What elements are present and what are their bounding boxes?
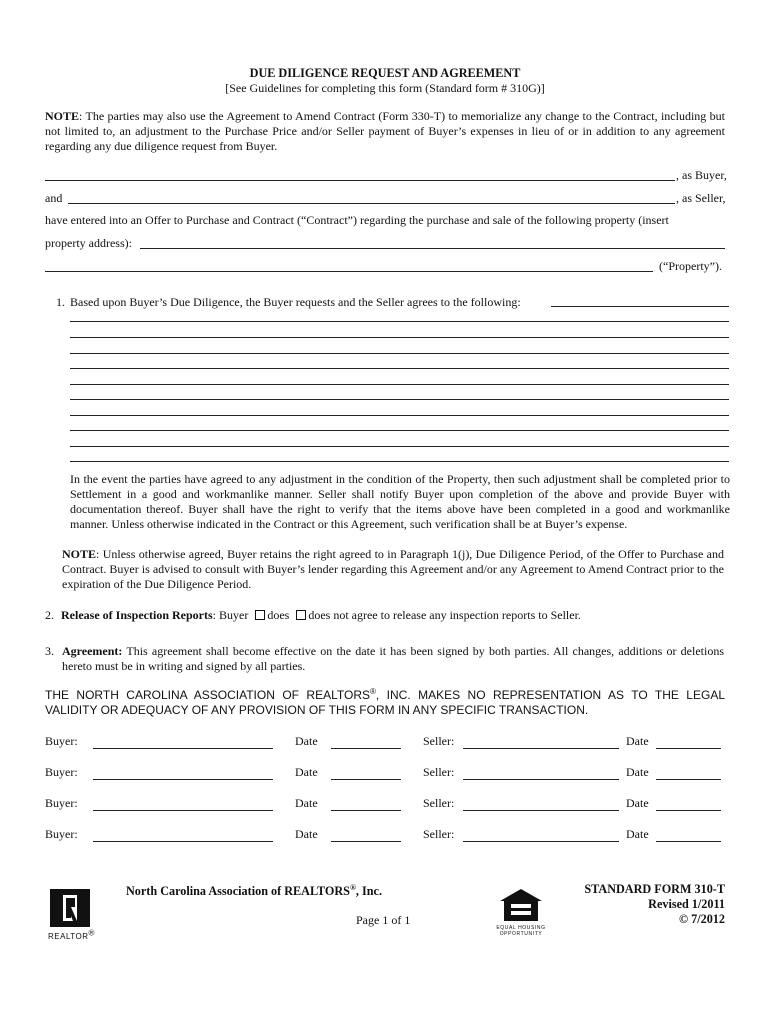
request-field-2[interactable] xyxy=(70,336,729,338)
seller-signature-field-4[interactable] xyxy=(463,840,619,842)
seller-date-label-1: Date xyxy=(626,734,649,748)
item-1-number: 1. xyxy=(56,295,65,309)
page-number: Page 1 of 1 xyxy=(356,913,411,927)
property-address-field-1[interactable] xyxy=(140,247,725,249)
note-2-label: NOTE xyxy=(62,547,97,561)
buyer-signature-field-1[interactable] xyxy=(93,747,273,749)
seller-label-1: Seller: xyxy=(423,734,455,748)
item-2-text: : Buyer xyxy=(212,608,249,622)
form-number: STANDARD FORM 310-T xyxy=(584,882,725,896)
note-paragraph-2 xyxy=(62,547,724,592)
equal-housing-icon xyxy=(498,887,544,923)
buyer-label-2: Buyer: xyxy=(45,765,78,779)
buyer-signature-field-3[interactable] xyxy=(93,809,273,811)
form-subtitle: [See Guidelines for completing this form (Standard form # 310G)] xyxy=(225,81,545,95)
buyer-name-field[interactable] xyxy=(45,179,675,181)
item-3-label: Agreement: xyxy=(62,644,123,658)
item-2-label: Release of Inspection Reports xyxy=(61,608,213,622)
seller-name-field[interactable] xyxy=(68,202,675,204)
eho-text-2: OPPORTUNITY xyxy=(499,931,543,937)
note-paragraph-1 xyxy=(45,109,725,154)
request-field-9[interactable] xyxy=(70,445,729,447)
disclaimer-part-1: THE NORTH CAROLINA ASSOCIATION OF REALTORS xyxy=(45,688,370,702)
seller-signature-field-3[interactable] xyxy=(463,809,619,811)
disclaimer xyxy=(45,688,725,718)
buyer-date-label-4: Date xyxy=(295,827,318,841)
item-2-number: 2. xyxy=(45,608,54,622)
item-3-paragraph xyxy=(62,644,724,674)
request-field-1[interactable] xyxy=(70,320,729,322)
buyer-date-field-2[interactable] xyxy=(331,778,401,780)
disclaimer-reg: ® xyxy=(370,687,376,696)
does-not-label: does not agree to release any inspection reports to Seller. xyxy=(308,608,581,622)
item-3-text: This agreement shall become effective on the date it has been signed by both parties. All changes, additions or deletions hereto must be in writing and signed by all parties. xyxy=(62,644,724,673)
seller-date-label-3: Date xyxy=(626,796,649,810)
seller-signature-field-2[interactable] xyxy=(463,778,619,780)
buyer-date-field-1[interactable] xyxy=(331,747,401,749)
item-3-number: 3. xyxy=(45,644,54,658)
seller-label-4: Seller: xyxy=(423,827,455,841)
buyer-label-1: Buyer: xyxy=(45,734,78,748)
note-label: NOTE xyxy=(45,109,80,123)
form-title: DUE DILIGENCE REQUEST AND AGREEMENT xyxy=(249,66,521,80)
seller-date-label-4: Date xyxy=(626,827,649,841)
adjustment-paragraph: In the event the parties have agreed to any adjustment in the condition of the Property, then such adjustment shall be completed prior to Settlement in a good and workmanlike manner. Seller shall notify Buyer upon completion of the above and provide Buyer with documentation thereof. Buyer shall have the right to verify that the items above have been completed in a good and workmanlike manner. Unless otherwise indicated in the Contract or this Agreement, such verification shall be at Buyer’s expense. xyxy=(70,472,730,531)
contract-intro: have entered into an Offer to Purchase and Contract (“Contract”) regarding the purchase and sale of the following property (insert xyxy=(45,213,669,227)
form-copyright: © 7/2012 xyxy=(678,912,725,926)
buyer-date-label-3: Date xyxy=(295,796,318,810)
seller-signature-field-1[interactable] xyxy=(463,747,619,749)
request-field-4[interactable] xyxy=(70,367,729,369)
seller-date-field-3[interactable] xyxy=(656,809,721,811)
association-reg: ® xyxy=(349,882,356,892)
as-buyer-text: , as Buyer, xyxy=(676,168,727,182)
does-not-checkbox[interactable] xyxy=(296,610,306,620)
does-checkbox[interactable] xyxy=(255,610,265,620)
request-field-6[interactable] xyxy=(70,398,729,400)
request-field-8[interactable] xyxy=(70,429,729,431)
buyer-label-4: Buyer: xyxy=(45,827,78,841)
seller-label-2: Seller: xyxy=(423,765,455,779)
note-2-text: : Unless otherwise agreed, Buyer retains the right agreed to in Paragraph 1(j), Due Diligence Period, of the Offer to Purchase and Contract. Buyer is advised to consult with Buyer’s lender regarding this Agreement and/or any Agreement to Amend Contract prior to the expiration of the Due Diligence Period. xyxy=(62,547,724,591)
buyer-date-label-2: Date xyxy=(295,765,318,779)
request-field-10[interactable] xyxy=(70,460,729,462)
realtor-logo-label xyxy=(48,929,95,944)
buyer-label-3: Buyer: xyxy=(45,796,78,810)
request-field-7[interactable] xyxy=(70,414,729,416)
seller-date-field-2[interactable] xyxy=(656,778,721,780)
request-field-0[interactable] xyxy=(551,305,729,307)
association-name xyxy=(126,884,382,899)
seller-date-label-2: Date xyxy=(626,765,649,779)
realtor-logo-icon xyxy=(50,889,90,927)
equal-housing-label xyxy=(484,925,558,937)
buyer-date-field-4[interactable] xyxy=(331,840,401,842)
seller-date-field-1[interactable] xyxy=(656,747,721,749)
buyer-date-label-1: Date xyxy=(295,734,318,748)
property-address-label: property address): xyxy=(45,236,132,250)
item-2 xyxy=(45,608,581,623)
association-inc: , Inc. xyxy=(355,884,382,898)
request-field-5[interactable] xyxy=(70,383,729,385)
and-text: and xyxy=(45,191,63,205)
buyer-date-field-3[interactable] xyxy=(331,809,401,811)
property-end-text: (“Property”). xyxy=(659,259,722,273)
eho-text-1: EQUAL HOUSING xyxy=(496,925,546,931)
buyer-signature-field-2[interactable] xyxy=(93,778,273,780)
association-text: North Carolina Association of REALTORS xyxy=(126,884,350,898)
form-number-block xyxy=(560,882,725,927)
does-label: does xyxy=(267,608,290,622)
property-address-field-2[interactable] xyxy=(45,270,653,272)
as-seller-text: , as Seller, xyxy=(676,191,726,205)
realtor-logo-text: REALTOR xyxy=(48,932,89,941)
buyer-signature-field-4[interactable] xyxy=(93,840,273,842)
form-revised: Revised 1/2011 xyxy=(648,897,725,911)
seller-date-field-4[interactable] xyxy=(656,840,721,842)
item-1-text: Based upon Buyer’s Due Diligence, the Buyer requests and the Seller agrees to the following: xyxy=(70,295,521,309)
request-field-3[interactable] xyxy=(70,352,729,354)
note-text: : The parties may also use the Agreement to Amend Contract (Form 330-T) to memorialize any change to the Contract, including but not limited to, an adjustment to the Purchase Price and/or Seller payment of Buyer’s expenses in lieu of or in addition to any agreement regarding any due diligence request from Buyer. xyxy=(45,109,725,153)
disclaimer-part-2: , INC. MAKES NO REPRESENTATION AS TO THE LEGAL VALIDITY OR ADEQUACY OF ANY PROVISION OF THIS FORM IN ANY SPECIFIC TRANSACTION. xyxy=(45,688,725,717)
realtor-logo-reg: ® xyxy=(88,928,95,938)
seller-label-3: Seller: xyxy=(423,796,455,810)
